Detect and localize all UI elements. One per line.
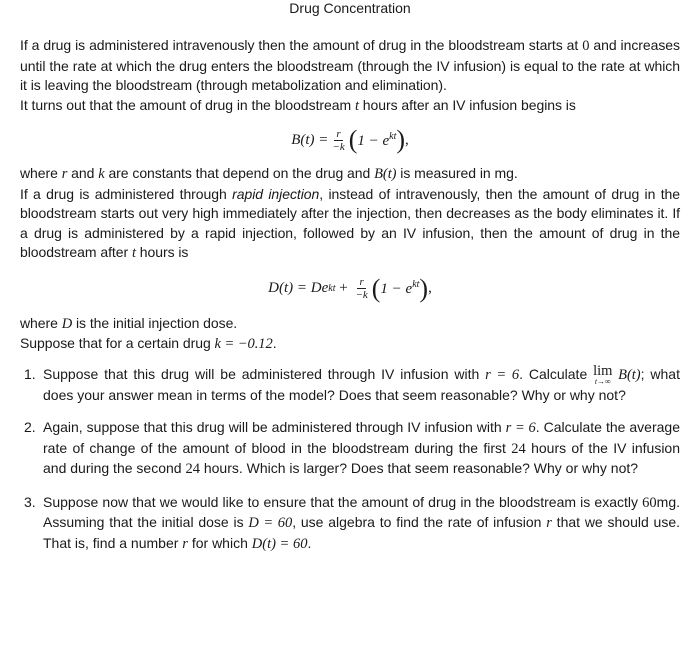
rapid-injection-paragraph (20, 185, 680, 264)
text-segment: for which (187, 534, 252, 551)
eq2-denominator: −k (355, 289, 368, 301)
text-segment: Again, suppose that this drug will be administered through IV infusion with (43, 419, 506, 435)
text-segment: and increases until the rate at which the drug enters the bloodstream (through the IV infusion) is equal to the rate at which it is leaving the bloodstream (through metabolization and elimination). (20, 37, 680, 93)
document-title: Drug Concentration (289, 0, 411, 16)
text-segment: . Calculate (519, 365, 594, 382)
limit-operator (593, 362, 613, 386)
text-segment: . (307, 534, 312, 551)
text-segment: Suppose that for a certain drug (20, 335, 215, 351)
text-segment: mg. Assuming that the initial dose is (43, 493, 680, 530)
eq1-close-paren: ) (396, 125, 406, 154)
math-expression: B(t) (612, 366, 641, 383)
iv-formula-intro (20, 96, 680, 117)
eq2-exponent-1: kt (328, 283, 336, 294)
math-expression: r = 6 (485, 366, 520, 383)
limit-word: lim (593, 362, 613, 379)
text-segment: is measured in mg. (396, 165, 518, 181)
math-expression: r (182, 535, 188, 552)
eq1-exponent: kt (389, 130, 397, 142)
math-expression: B(t) (374, 166, 397, 182)
eq1-inner: 1 − e (357, 132, 390, 149)
eq1-open-paren: ( (348, 125, 358, 154)
eq1-lhs: B(t) = (291, 131, 329, 148)
eq1-numerator: r (336, 127, 341, 140)
eq2-numerator: r (359, 276, 364, 288)
text-segment: . (272, 335, 277, 351)
intro-paragraph (20, 36, 680, 96)
text-segment: hours is (135, 244, 189, 260)
math-expression: D (61, 315, 73, 332)
math-expression: r = 6 (505, 420, 536, 436)
eq2-tail: , (428, 280, 432, 296)
text-segment: ; what does your answer mean in terms of the model? Does that seem reasonable? Why or why not? (43, 365, 680, 403)
text-segment: Suppose that this drug will be administered through IV infusion with (43, 365, 486, 382)
text-segment: is the initial injection dose. (72, 314, 238, 331)
math-number: 24 (185, 461, 200, 477)
math-expression: t (131, 245, 136, 261)
text-segment: If a drug is administered intravenously then the amount of drug in the bloodstream starts at (20, 37, 583, 53)
text-segment: are constants that depend on the drug and (104, 165, 375, 181)
dose-paragraph (20, 314, 680, 335)
text-segment: . Calculate the average rate of change of the amount of blood in the bloodstream during the first (43, 419, 680, 456)
math-expression: D(t) = 60 (251, 535, 308, 552)
text-segment: where (20, 165, 62, 181)
eq1-tail: , (405, 131, 409, 148)
limit-subscript: t→∞ (594, 376, 611, 386)
text-segment: hours of the IV infusion and during the second (43, 439, 681, 476)
math-expression: D = 60 (248, 515, 293, 531)
equation-b-of-t (0, 116, 700, 164)
math-expression: k (98, 166, 105, 182)
eq2-fraction (355, 276, 367, 301)
text-segment: that we should use. That is, find a number (43, 514, 681, 551)
text-segment: and (67, 165, 99, 181)
eq2-inner: 1 − e (380, 281, 413, 297)
question-2 (20, 418, 680, 480)
math-number: 60 (642, 494, 657, 511)
text-segment: hours. Which is larger? Does that seem reasonable? Why or why not? (199, 460, 639, 476)
math-expression: k = −0.12 (214, 336, 273, 352)
eq2-plus: + (335, 280, 352, 296)
question-text (43, 362, 680, 403)
eq2-exponent-2: kt (412, 279, 420, 290)
question-3 (20, 493, 680, 555)
text-segment: where (20, 314, 62, 331)
math-expression: t (354, 97, 359, 114)
eq2-open-paren: ( (371, 273, 381, 303)
text-segment: , instead of intravenously, then the amount of drug in the bloodstream starts out very high immediately after the injection, then decreases as the body eliminates it. If a drug is administered by a rapid injection, followed by an IV infusion, then the amount of drug in the bloodstream after (20, 185, 681, 260)
question-number: 2. (24, 419, 36, 435)
question-number: 3. (24, 493, 36, 510)
equation-d-of-t (0, 264, 700, 314)
question-list (20, 362, 681, 555)
question-text (43, 419, 680, 476)
math-expression: r (61, 166, 68, 182)
question-number: 1. (24, 365, 36, 382)
math-expression: r (546, 515, 552, 531)
text-segment: Suppose now that we would like to ensure that the amount of drug in the bloodstream is exactly (43, 493, 643, 510)
k-value-paragraph (20, 334, 680, 355)
text-segment: hours after an IV infusion begins is (358, 96, 576, 113)
math-number: 0 (582, 38, 590, 54)
eq1-denominator: −k (332, 140, 345, 153)
constants-paragraph (20, 164, 680, 185)
eq2-close-paren: ) (419, 273, 429, 303)
eq1-fraction (332, 128, 344, 153)
eq2-lhs: D(t) = De (268, 280, 329, 296)
emphasized-text: rapid injection (232, 185, 320, 202)
math-number: 24 (511, 440, 526, 457)
question-text (43, 494, 680, 551)
text-segment: If a drug is administered through (20, 185, 233, 202)
question-1 (20, 362, 680, 406)
text-segment: , use algebra to find the rate of infusion (292, 514, 547, 530)
text-segment: It turns out that the amount of drug in the bloodstream (20, 96, 355, 113)
